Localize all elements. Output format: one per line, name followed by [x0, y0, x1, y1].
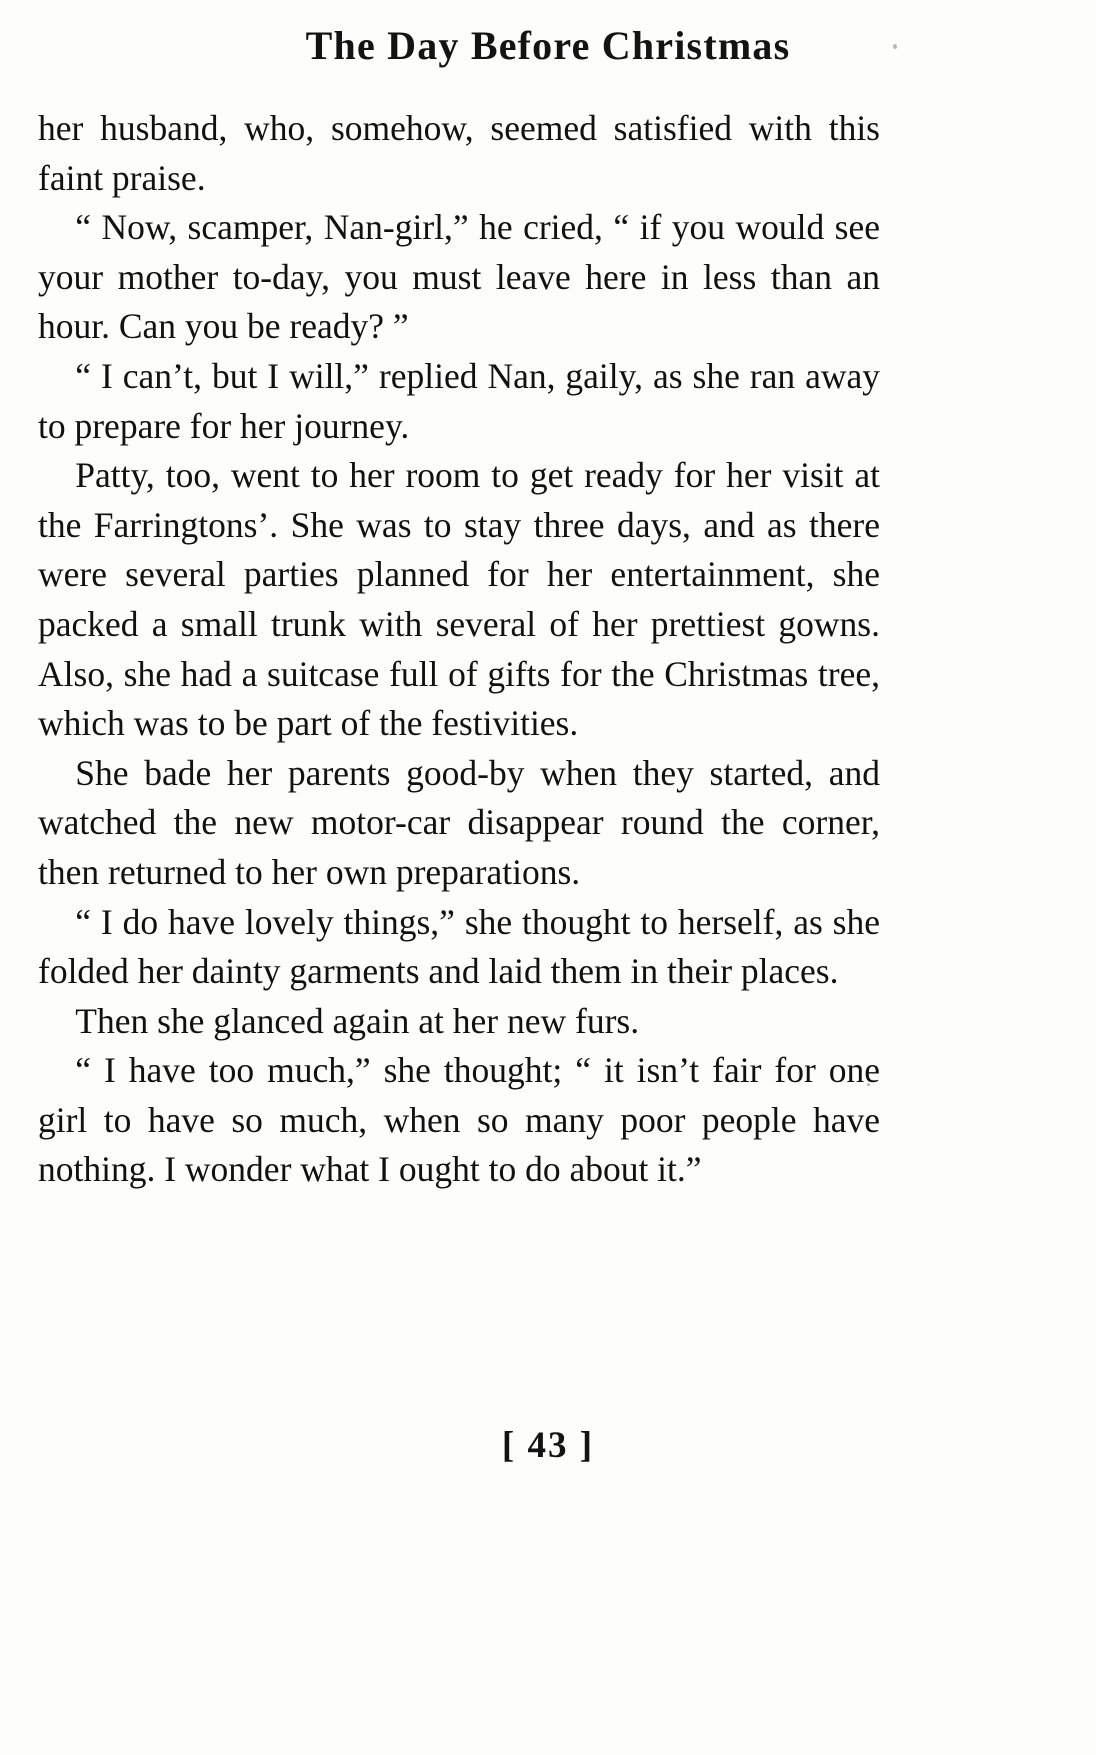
- page-running-head: The Day Before Christmas: [305, 23, 791, 68]
- paragraph: “ Now, scamper, Nan-girl,” he cried, “ if you would see your mother to-day, you must leave here in less than an hour. Can you be ready? ”: [38, 207, 880, 347]
- paragraph: “ I have too much,” she thought; “ it isn’t fair for one girl to have so much, when so many poor people have nothing. I wonder what I ought to do about it.”: [38, 1050, 880, 1190]
- paragraph: Then she glanced again at her new furs.: [75, 1000, 640, 1041]
- paragraph: Patty, too, went to her room to get ready for her visit at the Farringtons’. She was to stay three days, and as there were several parties planned for her entertainment, she packed a small trunk with several of her prettiest gowns. Also, she had a suitcase full of gifts for the Christmas tree, which was to be part of the festivities.: [38, 455, 880, 744]
- paragraph: She bade her parents good-by when they started, and watched the new motor-car disappear round the corner, then returned to her own preparations.: [38, 752, 880, 892]
- page-body-text: [38, 104, 880, 1195]
- paragraph: “ I do have lovely things,” she thought to herself, as she folded her dainty garments and laid them in their places.: [38, 901, 880, 992]
- paragraph: her husband, who, somehow, seemed satisfied with this faint praise.: [38, 108, 880, 198]
- page-number: [ 43 ]: [501, 1425, 595, 1466]
- paragraph: “ I can’t, but I will,” replied Nan, gaily, as she ran away to prepare for her journey.: [38, 355, 880, 446]
